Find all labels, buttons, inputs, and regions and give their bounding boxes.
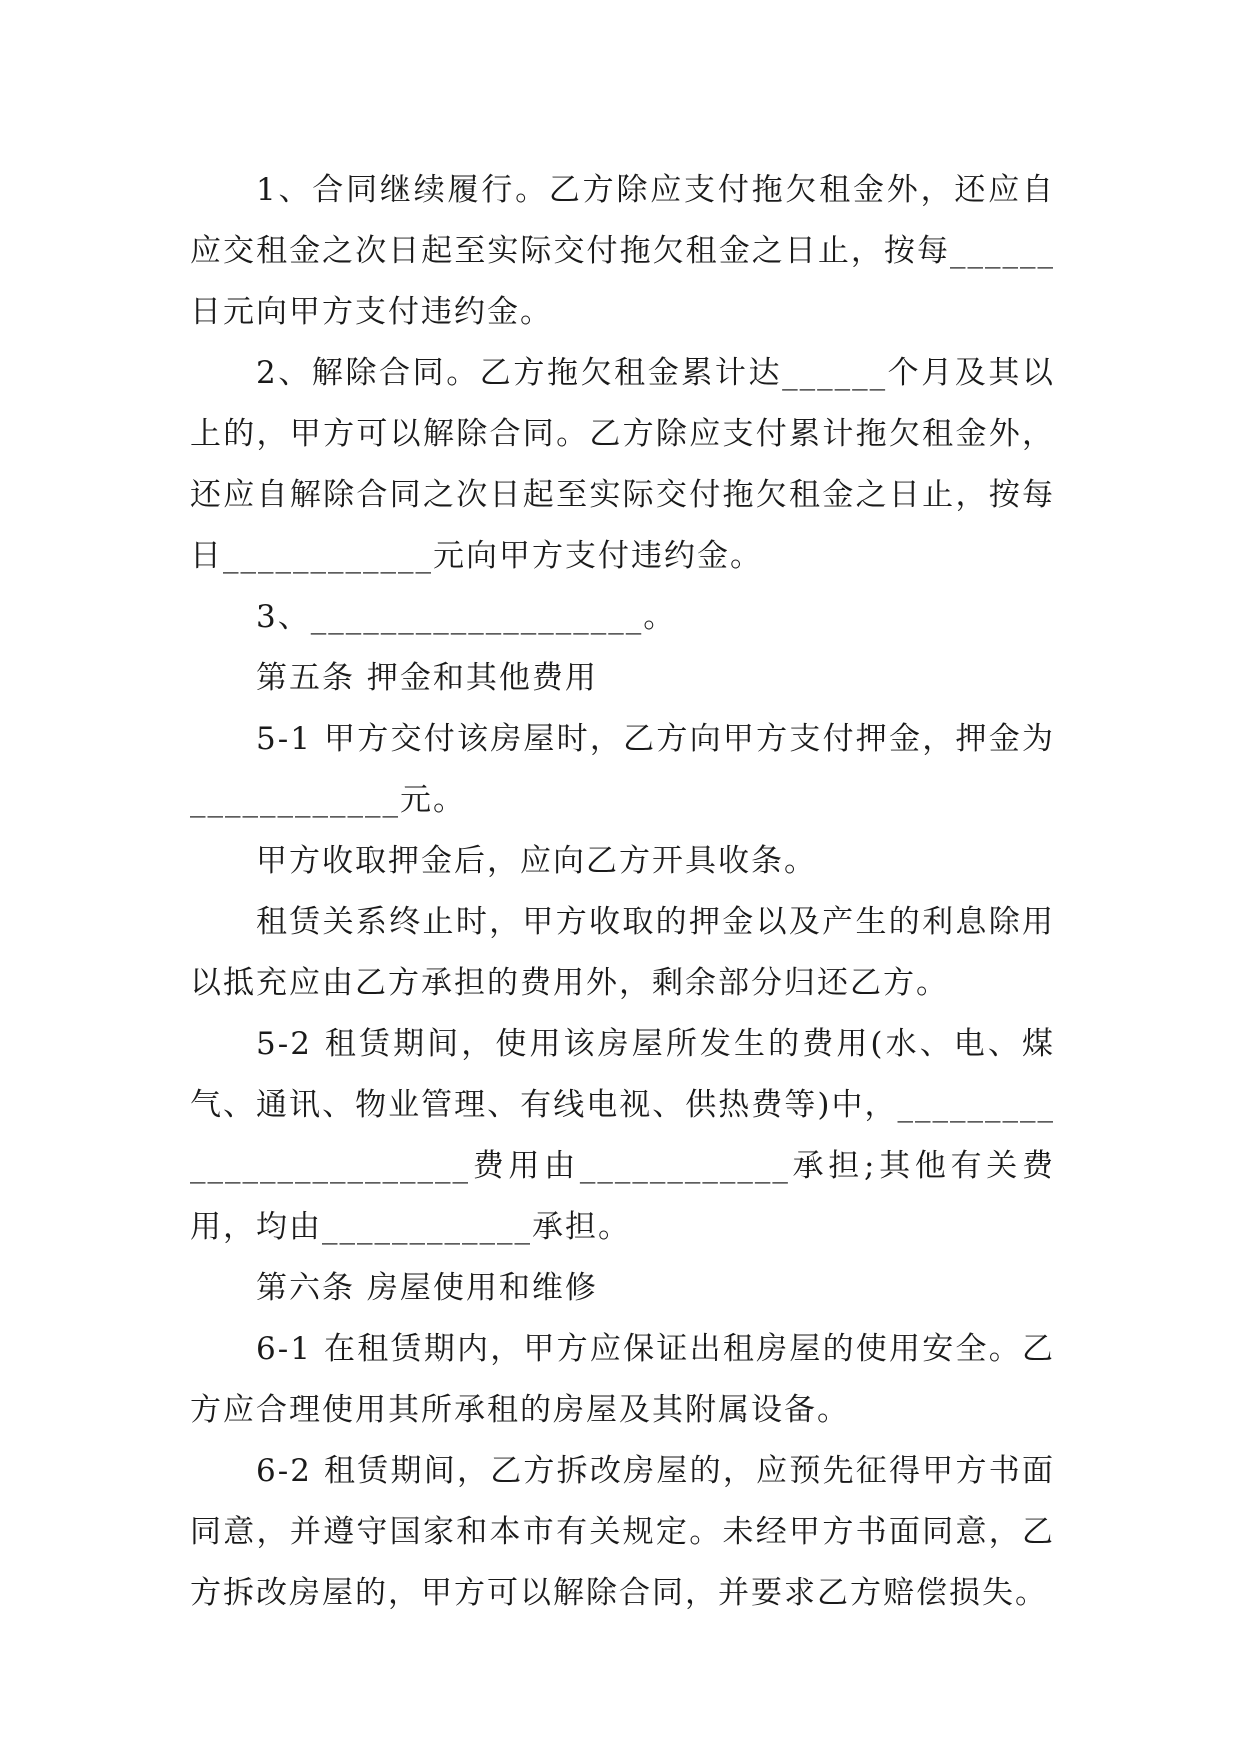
clause-5-1: 5-1 甲方交付该房屋时，乙方向甲方支付押金，押金为____________元。 <box>190 721 1055 818</box>
clause-deposit-receipt: 甲方收取押金后，应向乙方开具收条。 <box>256 843 817 879</box>
clause-terminate-contract: 2、解除合同。乙方拖欠租金累计达______个月及其以上的，甲方可以解除合同。乙方除应支付累计拖欠租金外，还应自解除合同之次日起至实际交付拖欠租金之日止，按每日____________元向甲方支付违约金。 <box>190 355 1055 574</box>
clause-item-3: 3、___________________。 <box>256 599 677 635</box>
clause-6-1: 6-1 在租赁期内，甲方应保证出租房屋的使用安全。乙方应合理使用其所承租的房屋及其附属设备。 <box>190 1331 1055 1428</box>
article-6-heading: 第六条 房屋使用和维修 <box>256 1270 598 1306</box>
clause-deposit-return: 租赁关系终止时，甲方收取的押金以及产生的利息除用以抵充应由乙方承担的费用外，剩余部分归还乙方。 <box>190 904 1055 1001</box>
clause-6-2: 6-2 租赁期间，乙方拆改房屋的，应预先征得甲方书面同意，并遵守国家和本市有关规定。未经甲方书面同意，乙方拆改房屋的，甲方可以解除合同，并要求乙方赔偿损失。 <box>190 1453 1055 1611</box>
clause-continue-performance: 1、合同继续履行。乙方除应支付拖欠租金外，还应自应交租金之次日起至实际交付拖欠租金之日止，按每______日元向甲方支付违约金。 <box>190 172 1055 330</box>
clause-5-2: 5-2 租赁期间，使用该房屋所发生的费用(水、电、煤气、通讯、物业管理、有线电视、供热费等)中，_________________________费用由____________承担;其他有关费用，均由____________承担。 <box>190 1026 1055 1245</box>
document-body <box>190 160 1055 1624</box>
article-5-heading: 第五条 押金和其他费用 <box>256 660 598 696</box>
